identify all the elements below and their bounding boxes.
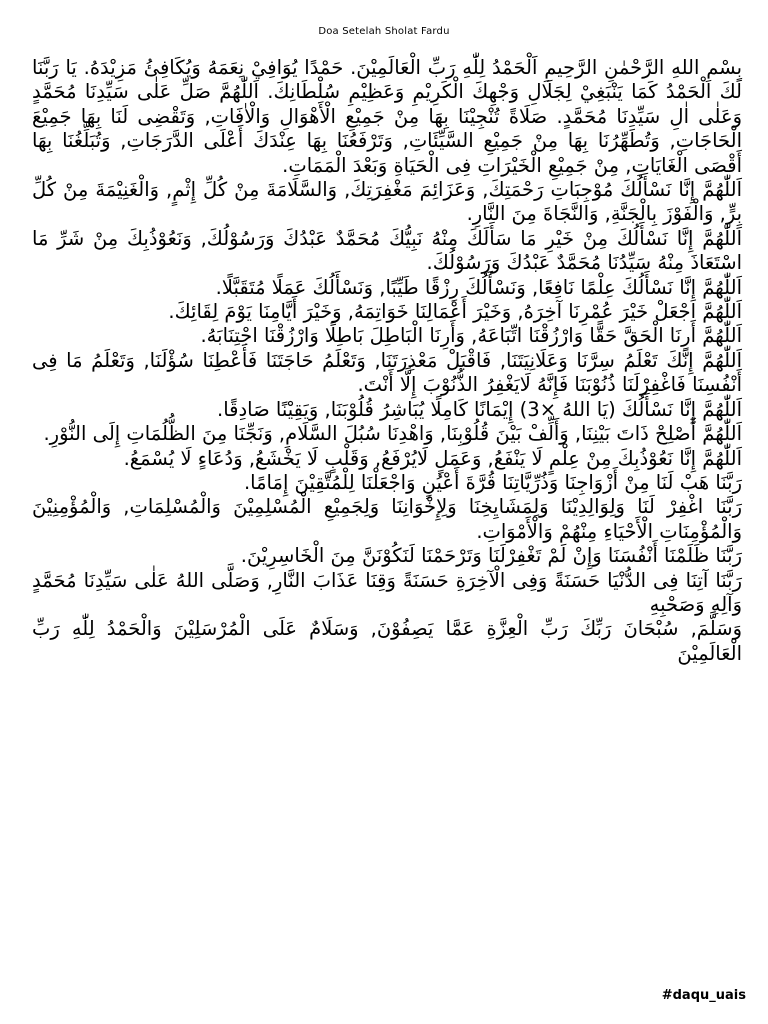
doa-paragraph: اَللّٰهُمَّ إِنَّا نَسْأَلُكَ (يَا اللهُ ×3) إِيْمَانًا كَامِلًا يُبَاشِرُ قُلُوْبَنَا, وَيَقِيْنًا صَادِقًا.: [217, 397, 742, 421]
doa-paragraph: اَللّٰهُمَّ اجْعَلْ خَيْرَ عُمْرِنَا آخِرَهُ, وَخَيْرَ أَعْمَالِنَا خَوَاتِمَهُ, وَخَيْرَ أَيَّامِنَا يَوْمَ لِقَائِكَ.: [168, 300, 742, 324]
doa-paragraph: رَبَّنَا هَبْ لَنَا مِنْ أَزْوَاجِنَا وَذُرِّيَّاتِنَا قُرَّةَ أَعْيُنٍ وَاجْعَلْنَا لِلْمُتَّقِيْنَ إِمَامًا.: [243, 470, 742, 494]
doa-paragraph: اَللّٰهُمَّ إِنَّا نَعُوْذُبِكَ مِنْ عِلْمٍ لَا يَنْفَعُ, وَعَمَلٍ لَايُرْفَعُ, وَقَلْبٍ لَا يَخْشَعُ, وَدُعَاءٍ لَا يُسْمَعُ.: [123, 446, 742, 470]
doa-paragraph: رَبَّنَا اغْفِرْ لَنَا وَلِوَالِدِيْنَا وَلِمَشَايِخِنَا وَلِإِخْوَانِنَا وَلِجَمِيْعِ الْمُسْلِمِيْنَ وَالْمُسْلِمَاتِ, وَالْمُؤْمِنِيْنَ وَالْمُؤْمِنَاتِ الْأَحْيَاءِ مِنْهُمْ وَالْأَمْوَاتِ.: [32, 495, 742, 543]
doa-paragraph-opening: بِسْمِ اللهِ الرَّحْمٰنِ الرَّحِيمِ اَلْحَمْدُ لِلّٰهِ رَبِّ الْعَالَمِيْنَ. حَمْدًا يُوَافِيْ نِعَمَهُ وَيُكَافِئُ مَزِيْدَهُ. يَا رَبَّنَا لَكَ الْحَمْدُ كَمَا يَنْبَغِيْ لِجَلَالِ وَجْهِكَ الْكَرِيْمِ وَعَظِيْمِ سُلْطَانِكَ. اَللّٰهُمَّ صَلِّ عَلٰى سَيِّدِنَا مُحَمَّدٍ وَعَلٰى اٰلِ سَيِّدِنَا مُحَمَّدٍ. صَلَاةً تُنْجِيْنَا بِهَا مِنْ جَمِيْعِ الْأَهْوَالِ وَالْاٰفَاتِ, وَتَقْضِى لَنَا بِهَا جَمِيْعَ الْحَاجَاتِ, وَتُطَهِّرُنَا بِهَا مِنْ جَمِيْعِ السَّيِّئَاتِ, وَتَرْفَعُنَا بِهَا عِنْدَكَ أَعْلَى الدَّرَجَاتِ, وَتُبَلِّغُنَا بِهَا أَقْصَى الْغَايَاتِ, مِنْ جَمِيْعِ الْخَيْرَاتِ فِى الْحَيَاةِ وَبَعْدَ الْمَمَاتِ.: [32, 56, 742, 177]
footer-hashtag: #daqu_uais: [661, 988, 746, 1003]
doa-paragraph: اَللّٰهُمَّ أَرِنَا الْحَقَّ حَقًّا وَارْزُقْنَا اتِّبَاعَهُ, وَأَرِنَا الْبَاطِلَ بَاطِلًا وَارْزُقْنَا اجْتِنَابَهُ.: [200, 324, 742, 348]
doa-paragraph: رَبَّنَا ظَلَمْنَا أَنْفُسَنَا وَإِنْ لَمْ تَغْفِرْلَنَا وَتَرْحَمْنَا لَنَكُوْنَنَّ مِنَ الْخَاسِرِيْنَ.: [240, 544, 742, 568]
page-title: Doa Setelah Sholat Fardu: [318, 26, 450, 37]
doa-paragraph: اَللّٰهُمَّ إِنَّا نَسْأَلُكَ عِلْمًا نَافِعًا, وَنَسْأَلُكَ رِزْقًا طَيِّبًا, وَنَسْأَلُكَ عَمَلًا مُتَقَبَّلًا.: [215, 275, 742, 299]
doa-paragraph: اَللّٰهُمَّ إِنَّكَ تَعْلَمُ سِرَّنَا وَعَلَانِيَتَنَا, فَاقْبَلْ مَعْذِرَتَنَا, وَتَعْلَمُ حَاجَتَنَا فَأَعْطِنَا سُؤْلَنَا, وَتَعْلَمُ مَا فِى أَنْفُسِنَا فَاغْفِرْلَنَا ذُنُوْبَنَا فَإِنَّهُ لَايَغْفِرُ الذُّنُوْبَ إِلَّا أَنْتَ.: [32, 348, 742, 397]
doa-text: [32, 56, 742, 666]
doa-paragraph: رَبَّنَا آتِنَا فِى الدُّنْيَا حَسَنَةً وَفِى الْآخِرَةِ حَسَنَةً وَقِنَا عَذَابَ النَّارِ, وَصَلَّى اللهُ عَلٰى سَيِّدِنَا مُحَمَّدٍ وَآلِهِ وَصَحْبِهِ: [32, 568, 742, 616]
doa-paragraph: اَللّٰهُمَّ أَصْلِحْ ذَاتَ بَيْنِنَا, وَأَلِّفْ بَيْنَ قُلُوْبِنَا, وَاهْدِنَا سُبُلَ السَّلَامِ, وَنَجِّنَا مِنَ الظُّلُمَاتِ إِلَى النُّوْرِ.: [43, 422, 742, 446]
doa-paragraph-closing: وَسَلَّمَ, سُبْحَانَ رَبِّكَ رَبِّ الْعِزَّةِ عَمَّا يَصِفُوْنَ, وَسَلَامٌ عَلَى الْمُرْسَلِيْنَ وَالْحَمْدُ لِلّٰهِ رَبِّ الْعَالَمِيْنَ: [32, 617, 742, 665]
doa-paragraph: اَللّٰهُمَّ إِنَّا نَسْأَلُكَ مُوْجِبَاتِ رَحْمَتِكَ, وَعَزَائِمَ مَغْفِرَتِكَ, وَالسَّلَامَةَ مِنْ كُلِّ إِثْمٍ, وَالْغَنِيْمَةَ مِنْ كُلِّ بِرٍّ, وَالْفَوْزَ بِالْجَنَّةِ, وَالنَّجَاةَ مِنَ النَّارِ.: [32, 178, 742, 226]
doa-paragraph: اَللّٰهُمَّ إِنَّا نَسْأَلُكَ مِنْ خَيْرِ مَا سَأَلَكَ مِنْهُ نَبِيُّكَ مُحَمَّدٌ عَبْدُكَ وَرَسُوْلُكَ, وَنَعُوْذُبِكَ مِنْ شَرِّ مَا اسْتَعَاذَ مِنْهُ سَيِّدُنَا مُحَمَّدٌ عَبْدُكَ وَرَسُوْلُكَ.: [32, 226, 742, 275]
